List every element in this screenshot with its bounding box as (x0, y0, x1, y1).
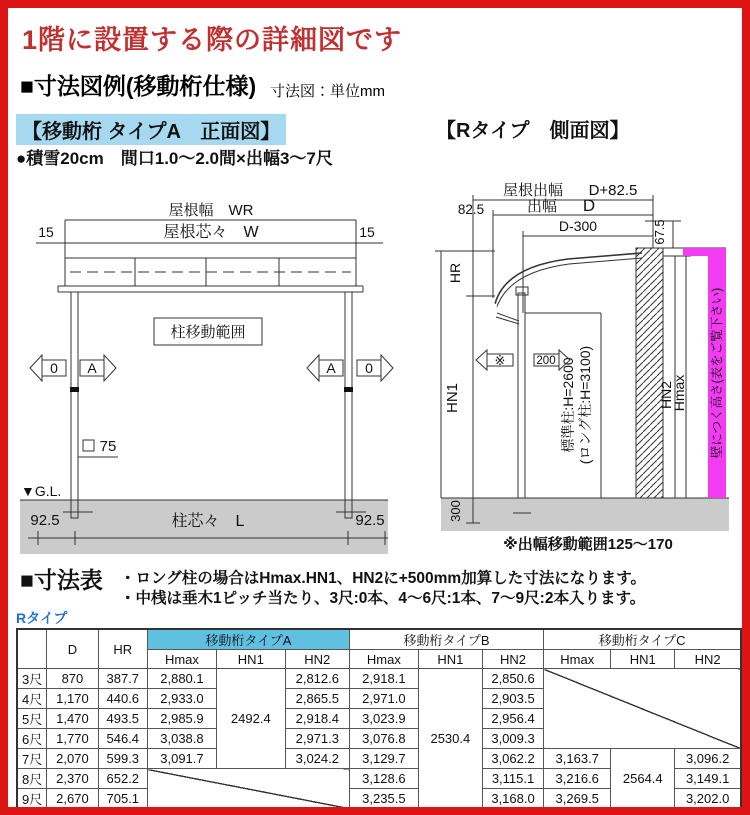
cell-b-hmax: 3,128.6 (349, 769, 418, 789)
cell-d: 1,770 (47, 729, 98, 749)
kome-arrow-label: ※ (494, 353, 506, 368)
cell-d: 2,070 (47, 749, 98, 769)
roof-width-label: 屋根幅 WR (168, 202, 254, 219)
subcol-b-hn2: HN2 (482, 650, 543, 669)
subcol-a-hn2: HN2 (285, 650, 349, 669)
left-post-joint (70, 387, 79, 392)
cell-a-hmax: 2,985.9 (147, 709, 216, 729)
cell-a-hmax: 3,091.7 (147, 749, 216, 769)
col-header-hr: HR (98, 629, 147, 669)
subcol-b-hmax: Hmax (349, 650, 418, 669)
subcol-a-hmax: Hmax (147, 650, 216, 669)
row-label: 5尺 (17, 709, 47, 729)
overhang-left-label: 15 (38, 224, 54, 240)
subcol-b-hn1: HN1 (418, 650, 482, 669)
table-row (17, 669, 741, 689)
section-heading: ■寸法図例(移動桁仕様) (20, 73, 257, 99)
corner-cell (17, 629, 47, 669)
right-post-joint (344, 387, 353, 392)
hr-label: HR (447, 262, 463, 284)
dim-300-label: 300 (448, 500, 463, 522)
front-view-diagram (18, 173, 418, 565)
row-label: 3尺 (17, 669, 47, 689)
cell-d: 870 (47, 669, 98, 689)
row-label: 4尺 (17, 689, 47, 709)
depth-label: 出幅 (526, 198, 558, 215)
cell-a-hmax: 2,933.0 (147, 689, 216, 709)
subcol-c-hmax: Hmax (544, 650, 611, 669)
row-label: 7尺 (17, 749, 47, 769)
row-label: 6尺 (17, 729, 47, 749)
cell-b-hn2: 2,903.5 (482, 689, 543, 709)
post-size-square-icon (83, 440, 94, 451)
post-long-label: (ロング柱:H=3100) (577, 345, 593, 465)
table-note-2: ・中桟は垂木1ピッチ当たり、3尺:0本、4〜6尺:1本、7〜9尺:2本入ります。 (120, 590, 646, 607)
cell-b-hn2: 3,168.0 (482, 789, 543, 810)
right-post (345, 292, 352, 518)
side-view-diagram (433, 173, 750, 563)
roof-depth-label: 屋根出幅 (502, 182, 564, 199)
row-label: 8尺 (17, 769, 47, 789)
post-range-label: 柱移動範囲 (170, 324, 246, 341)
dim-200-label: 200 (536, 355, 556, 367)
cell-b-hn2: 2,850.6 (482, 669, 543, 689)
post-center-label: 柱芯々 L (171, 513, 245, 530)
cell-hr: 440.6 (98, 689, 147, 709)
cell-b-hn1-merged: 2530.4 (418, 669, 482, 810)
cell-c-hn2: 3,096.2 (675, 749, 741, 769)
cell-c-hn1-merged: 2564.4 (611, 749, 675, 810)
cell-c-hmax: 3,163.7 (544, 749, 611, 769)
cell-a-hn2: 3,024.2 (285, 749, 349, 769)
group-header-type-b: 移動桁タイプB (349, 629, 543, 650)
table-note-1: ・ロング柱の場合はHmax.HN1、HN2に+500mm加算した寸法になります。 (120, 570, 646, 587)
ground (441, 498, 729, 531)
cell-a-hmax: 2,880.1 (147, 669, 216, 689)
cell-b-hmax: 3,076.8 (349, 729, 418, 749)
footing-left-label: 92.5 (30, 512, 60, 529)
cell-d: 2,370 (47, 769, 98, 789)
cell-hr: 599.3 (98, 749, 147, 769)
cell-b-hmax: 2,918.1 (349, 669, 418, 689)
cell-b-hmax: 2,971.0 (349, 689, 418, 709)
cell-hr: 652.2 (98, 769, 147, 789)
cell-a-hn2: 2,971.3 (285, 729, 349, 749)
arrow-a-left-label: A (87, 360, 97, 376)
wall (636, 248, 663, 498)
group-header-type-c: 移動桁タイプC (544, 629, 741, 650)
page-title: 1階に設置する際の詳細図です (22, 25, 403, 55)
hn2-label: HN2 (658, 380, 674, 410)
roof-depth-value: D+82.5 (588, 182, 638, 199)
footing-right-label: 92.5 (355, 512, 385, 529)
front-view-heading: 【移動桁 タイプA 正面図】 (16, 114, 286, 145)
subcol-c-hn2: HN2 (675, 650, 741, 669)
depth-range-note: ※出幅移動範囲125〜170 (503, 536, 673, 553)
roof-center-label: 屋根芯々 W (163, 224, 259, 241)
depth-value: D (582, 196, 596, 215)
cell-c-hn2: 3,202.0 (675, 789, 741, 810)
cell-b-hmax: 3,235.5 (349, 789, 418, 810)
cell-d: 1,470 (47, 709, 98, 729)
cell-a-not-available (147, 769, 349, 810)
subcol-c-hn1: HN1 (611, 650, 675, 669)
cell-hr: 387.7 (98, 669, 147, 689)
cell-a-hn2: 2,865.5 (285, 689, 349, 709)
dim-82-5-label: 82.5 (457, 202, 485, 217)
dimension-table (16, 628, 742, 810)
cell-hr: 546.4 (98, 729, 147, 749)
cell-a-hn1-merged: 2492.4 (216, 669, 285, 769)
snow-spec-note: ●積雪20cm 間口1.0〜2.0間×出幅3〜7尺 (16, 149, 333, 168)
cell-d: 1,170 (47, 689, 98, 709)
depth-move-arrows (476, 350, 570, 370)
cell-d: 2,670 (47, 789, 98, 810)
cell-b-hn2: 3,009.3 (482, 729, 543, 749)
post-size-label: 75 (99, 438, 117, 455)
row-label: 9尺 (17, 789, 47, 810)
subcol-a-hn1: HN1 (216, 650, 285, 669)
cell-b-hn2: 3,115.1 (482, 769, 543, 789)
cell-hr: 705.1 (98, 789, 147, 810)
hn1-label: HN1 (444, 382, 461, 414)
cell-hr: 493.5 (98, 709, 147, 729)
wall-height-note: 壁につく高さ(表をご覧下さい) (710, 287, 724, 459)
cell-a-hmax: 3,038.8 (147, 729, 216, 749)
wall-height-highlight (683, 248, 726, 498)
unit-note: 寸法図：単位mm (270, 83, 385, 100)
hmax-label: Hmax (671, 374, 687, 412)
col-header-d: D (47, 629, 98, 669)
cell-b-hn2: 2,956.4 (482, 709, 543, 729)
cell-b-hmax: 3,129.7 (349, 749, 418, 769)
table-type-label: Rタイプ (16, 610, 68, 626)
side-view-heading: 【Rタイプ 側面図】 (436, 120, 630, 142)
group-header-type-a: 移動桁タイプA (147, 629, 349, 650)
ground-level-label: ▼G.L. (21, 483, 62, 499)
cell-b-hmax: 3,023.9 (349, 709, 418, 729)
cell-b-hn2: 3,062.2 (482, 749, 543, 769)
cell-c-not-available (544, 669, 741, 749)
table-heading: ■寸法表 (20, 567, 103, 593)
cell-c-hn2: 3,149.1 (675, 769, 741, 789)
table-group-header-row (17, 629, 741, 650)
d300-label: D-300 (558, 218, 598, 234)
arrow-zero-right-label: 0 (365, 360, 373, 376)
cell-c-hmax: 3,216.6 (544, 769, 611, 789)
left-post (71, 292, 78, 518)
move-arrows (30, 355, 393, 381)
post-std-label: 標準柱:H=2600 (560, 357, 576, 453)
arrow-zero-left-label: 0 (50, 360, 58, 376)
table-row (17, 749, 741, 769)
arrow-a-right-label: A (326, 360, 336, 376)
cell-a-hn2: 2,918.4 (285, 709, 349, 729)
cell-c-hmax: 3,269.5 (544, 789, 611, 810)
dim-67-5-label: 67.5 (652, 219, 667, 245)
cell-a-hn2: 2,812.6 (285, 669, 349, 689)
overhang-right-label: 15 (359, 224, 375, 240)
